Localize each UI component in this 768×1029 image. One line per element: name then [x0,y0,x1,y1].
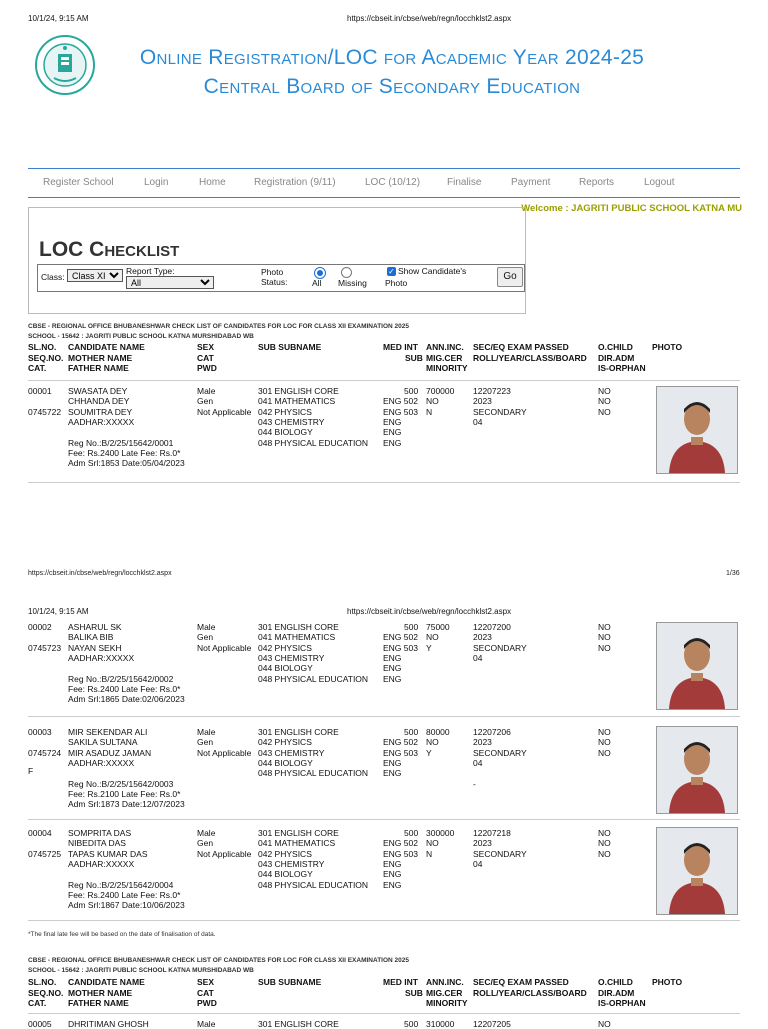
admission-serial: Adm Srl:1873 Date:12/07/2023 [68,799,185,810]
print-datetime-2: 10/1/24, 9:15 AM [28,607,89,616]
pwd: Not Applicable [197,848,252,859]
subject: 044 BIOLOGY [258,869,313,880]
only-child: NO [598,848,611,859]
secondary-exam: 12207200 [473,622,511,632]
subject: 301 ENGLISH CORE [258,1019,339,1029]
subject: 044 BIOLOGY [258,757,313,768]
subject: 042 PHYSICS [258,737,312,748]
father-name: SOUMITRA DEY [68,406,133,417]
report-caption-2: CBSE - REGIONAL OFFICE BHUBANESHWAR CHECK LIST OF CANDIDATES FOR LOC FOR CLASS XII EXAMINATION 2025 [28,957,409,964]
column-header-c3: SEX [197,977,215,987]
father-name: TAPAS KUMAR DAS [68,848,148,859]
column-header-c5: MED INT [383,977,418,987]
only-child: NO [598,828,611,838]
only-child: NO [598,747,611,758]
serial-number: 00001 [28,386,52,396]
main-nav [28,168,740,198]
sex: Male [197,1019,216,1029]
pwd: Not Applicable [197,642,252,653]
column-header-c3: CAT [197,352,214,363]
sex: Male [197,727,216,737]
medium: ENG [383,673,402,684]
annual-income: 700000 [426,386,455,396]
subject: 048 PHYSICAL EDUCATION [258,437,369,448]
sex: Male [197,828,216,838]
aadhar: AADHAR:XXXXX [68,757,135,768]
registration-number: Reg No.:B/2/25/15642/0002 [68,673,174,684]
serial-number: 00003 [28,727,52,737]
nav-registration[interactable]: Registration (9/11) [254,177,336,188]
only-child: NO [598,406,611,417]
column-header-c3: PWD [197,998,217,1008]
report-type-label: Report Type: [126,266,175,276]
loc-checklist-panel [28,207,526,314]
sequence-number: 0745722 [28,406,62,417]
show-photo-checkbox[interactable]: ✓ [388,267,395,276]
column-header-c8: O.CHILD [598,977,633,987]
cbse-logo [34,34,96,96]
divider [28,819,740,820]
nav-register-school[interactable]: Register School [43,177,114,188]
footnote: *The final late fee will be based on the date of finalisation of data. [28,931,216,938]
subject: 044 BIOLOGY [258,427,313,438]
annual-income: 75000 [426,622,450,632]
column-header-c3: SEX [197,342,215,352]
medium: ENG 503 [383,642,418,653]
aadhar: AADHAR:XXXXX [68,858,135,869]
only-child: NO [598,632,611,643]
print-datetime: 10/1/24, 9:15 AM [28,14,89,23]
secondary-exam: 04 [473,416,483,427]
column-header-c6: ANN.INC. [426,977,464,987]
annual-income: 80000 [426,727,450,737]
subject: 048 PHYSICAL EDUCATION [258,879,369,890]
mother-name: SAKILA SULTANA [68,737,138,748]
candidate-photo [656,622,738,710]
column-header-c9: PHOTO [652,342,683,352]
loc-title: LOC Checklist [39,238,180,261]
mother-name: BALIKA BIB [68,632,114,643]
medium: ENG [383,869,402,880]
photo-missing-radio[interactable] [341,267,352,278]
father-name: NAYAN SEKH [68,642,122,653]
annual-income: Y [426,642,432,653]
divider [28,482,740,483]
medium: ENG [383,663,402,674]
column-header-c3: CAT [197,987,214,998]
medium: 500 [404,622,419,632]
secondary-exam: SECONDARY [473,406,527,417]
subject: 301 ENGLISH CORE [258,622,339,632]
mother-name: CHHANDA DEY [68,396,130,407]
medium: ENG 502 [383,737,418,748]
category-code: F [28,766,34,777]
subject: 301 ENGLISH CORE [258,727,339,737]
column-header-c8: IS-ORPHAN [598,363,646,373]
only-child: NO [598,1019,611,1029]
medium: ENG [383,768,402,779]
photo-status-label-2: Status: [261,277,288,287]
annual-income: NO [426,396,439,407]
report-type-select[interactable] [126,276,214,289]
report-type-select-wrap [126,276,214,289]
candidate-photo [656,386,738,474]
medium: ENG [383,437,402,448]
pwd: Not Applicable [197,747,252,758]
divider [28,920,740,921]
column-header-c9: PHOTO [652,977,683,987]
only-child: NO [598,838,611,849]
subject: 042 PHYSICS [258,848,312,859]
medium: ENG 502 [383,632,418,643]
column-header-c6: MIG.CER [426,987,463,998]
nav-logout[interactable]: Logout [644,177,675,188]
column-header-c1: SEQ.NO. [28,352,64,363]
admission-serial: Adm Srl:1853 Date:05/04/2023 [68,458,185,469]
medium: ENG [383,652,402,663]
column-header-c3: PWD [197,363,217,373]
only-child: NO [598,396,611,407]
annual-income: N [426,406,433,417]
medium: ENG 502 [383,396,418,407]
report-school-2: SCHOOL - 15642 : JAGRITI PUBLIC SCHOOL KATNA MURSHIDABAD WB [28,967,254,974]
medium: ENG [383,858,402,869]
column-header-c7: SEC/EQ EXAM PASSED [473,342,569,352]
sex: Male [197,386,216,396]
nav-login[interactable]: Login [144,177,169,188]
column-header-c1: SEQ.NO. [28,987,64,998]
class-select-wrap [67,269,123,282]
registration-number: Reg No.:B/2/25/15642/0003 [68,778,174,789]
secondary-exam: 12207223 [473,386,511,396]
column-header-c8: DIR.ADM [598,987,635,998]
annual-income: 310000 [426,1019,455,1029]
column-header-c2: CANDIDATE NAME [68,977,145,987]
only-child: NO [598,622,611,632]
secondary-exam: 2023 [473,838,492,849]
column-header-c5: SUB [405,352,423,363]
subject: 042 PHYSICS [258,642,312,653]
medium: ENG [383,416,402,427]
annual-income: NO [426,737,439,748]
sequence-number: 0745724 [28,747,62,758]
column-header-c5: SUB [405,987,423,998]
candidate-photo [656,726,738,814]
secondary-exam: 2023 [473,632,492,643]
column-header-c4: SUB SUBNAME [258,342,322,352]
medium: 500 [404,386,419,396]
column-header-c1: CAT. [28,363,47,373]
photo-status-label-1: Photo [261,267,284,277]
class-select[interactable] [67,269,123,282]
column-header-c2: CANDIDATE NAME [68,342,145,352]
subject: 041 MATHEMATICS [258,396,336,407]
subject: 301 ENGLISH CORE [258,386,339,396]
go-button[interactable]: Go [497,267,523,287]
header-title-line1: Online Registration/LOC for Academic Year 2024-25 [139,46,645,69]
column-header-c1: CAT. [28,998,47,1008]
divider [28,716,740,717]
nav-home[interactable]: Home [199,177,226,188]
subject: 301 ENGLISH CORE [258,828,339,838]
show-photo-label-2: Photo [385,278,408,288]
sex: Male [197,622,216,632]
column-header-c2: FATHER NAME [68,998,129,1008]
secondary-exam: 12207205 [473,1019,511,1029]
only-child: NO [598,386,611,396]
subject: 042 PHYSICS [258,406,312,417]
aadhar: AADHAR:XXXXX [68,416,135,427]
photo-missing-label: Missing [338,278,367,288]
fee: Fee: Rs.2400 Late Fee: Rs.0* [68,683,181,694]
admission-serial: Adm Srl:1865 Date:02/06/2023 [68,694,185,705]
nav-payment[interactable]: Payment [511,177,551,188]
column-header-c1: SL.NO. [28,342,57,352]
sequence-number: 0745723 [28,642,62,653]
sequence-number: 0745725 [28,848,62,859]
annual-income: N [426,848,433,859]
show-photo-label-1: Show Candidate's [398,266,467,276]
welcome-text: Welcome : JAGRITI PUBLIC SCHOOL KATNA MU [521,203,742,214]
column-header-c5: MED INT [383,342,418,352]
subject: 043 CHEMISTRY [258,858,325,869]
fee: Fee: Rs.2100 Late Fee: Rs.0* [68,788,181,799]
annual-income: NO [426,632,439,643]
category: Gen [197,737,214,748]
medium: ENG 503 [383,848,418,859]
only-child: NO [598,642,611,653]
column-header-c8: DIR.ADM [598,352,635,363]
filter-bar [37,264,525,292]
medium: ENG 503 [383,406,418,417]
subject: 048 PHYSICAL EDUCATION [258,768,369,779]
column-header-c6: MINORITY [426,363,468,373]
secondary-exam: SECONDARY [473,848,527,859]
candidate-name: SOMPRITA DAS [68,828,132,838]
print-url: https://cbseit.in/cbse/web/regn/locchklst2.aspx [347,14,512,23]
candidate-name: MIR SEKENDAR ALI [68,727,148,737]
nav-reports[interactable]: Reports [579,177,615,188]
column-header-c7: SEC/EQ EXAM PASSED [473,977,569,987]
column-header-c2: FATHER NAME [68,363,129,373]
person-icon [657,828,737,914]
annual-income: Y [426,747,432,758]
column-header-c2: MOTHER NAME [68,352,133,363]
medium: ENG [383,757,402,768]
photo-all-label: All [312,278,322,288]
annual-income: 300000 [426,828,455,838]
subject: 043 CHEMISTRY [258,416,325,427]
radio-dot-icon [317,270,323,276]
person-icon [657,387,737,473]
secondary-exam: SECONDARY [473,642,527,653]
candidate-photo [656,827,738,915]
header-title-line2: Central Board of Secondary Education [203,75,581,98]
secondary-exam: SECONDARY [473,747,527,758]
serial-number: 00005 [28,1019,52,1029]
mother-name: NIBEDITA DAS [68,838,126,849]
secondary-exam: 12207218 [473,828,511,838]
nav-finalise[interactable]: Finalise [447,177,482,188]
medium: ENG [383,427,402,438]
column-header-c8: O.CHILD [598,342,633,352]
class-label: Class: [41,272,65,282]
nav-loc[interactable]: LOC (10/12) [365,177,421,188]
person-icon [657,623,737,709]
subject: 043 CHEMISTRY [258,747,325,758]
secondary-extra: - [473,778,476,789]
secondary-exam: 2023 [473,396,492,407]
column-header-c8: IS-ORPHAN [598,998,646,1008]
subject: 041 MATHEMATICS [258,838,336,849]
aadhar: AADHAR:XXXXX [68,652,135,663]
print-url-2: https://cbseit.in/cbse/web/regn/locchklst2.aspx [347,607,512,616]
medium: ENG [383,879,402,890]
column-header-c1: SL.NO. [28,977,57,987]
medium: 500 [404,727,419,737]
only-child: NO [598,737,611,748]
column-header-c2: MOTHER NAME [68,987,133,998]
report-caption: CBSE - REGIONAL OFFICE BHUBANESHWAR CHECK LIST OF CANDIDATES FOR LOC FOR CLASS XII EXAMINATION 2025 [28,323,409,330]
serial-number: 00002 [28,622,52,632]
secondary-exam: 04 [473,757,483,768]
column-header-c7: ROLL/YEAR/CLASS/BOARD [473,987,587,998]
category: Gen [197,838,214,849]
subject: 044 BIOLOGY [258,663,313,674]
registration-number: Reg No.:B/2/25/15642/0004 [68,879,174,890]
page-footer-url: https://cbseit.in/cbse/web/regn/locchklst2.aspx [28,570,172,577]
fee: Fee: Rs.2400 Late Fee: Rs.0* [68,447,181,458]
report-school: SCHOOL - 15642 : JAGRITI PUBLIC SCHOOL KATNA MURSHIDABAD WB [28,333,254,340]
father-name: MIR ASADUZ JAMAN [68,747,152,758]
column-header-c6: MINORITY [426,998,468,1008]
candidate-name: ASHARUL SK [68,622,122,632]
medium: ENG 502 [383,838,418,849]
medium: 500 [404,828,419,838]
column-header-c4: SUB SUBNAME [258,977,322,987]
only-child: NO [598,727,611,737]
category: Gen [197,632,214,643]
fee: Fee: Rs.2400 Late Fee: Rs.0* [68,889,181,900]
column-header-c6: MIG.CER [426,352,463,363]
serial-number: 00004 [28,828,52,838]
registration-number: Reg No.:B/2/25/15642/0001 [68,437,174,448]
medium: ENG 503 [383,747,418,758]
secondary-exam: 04 [473,858,483,869]
candidate-name: DHRITIMAN GHOSH [68,1019,149,1029]
divider [28,380,740,381]
column-header-c7: ROLL/YEAR/CLASS/BOARD [473,352,587,363]
category: Gen [197,396,214,407]
divider [28,1013,740,1014]
admission-serial: Adm Srl:1867 Date:10/06/2023 [68,900,185,911]
subject: 048 PHYSICAL EDUCATION [258,673,369,684]
pwd: Not Applicable [197,406,252,417]
column-header-c6: ANN.INC. [426,342,464,352]
secondary-exam: 04 [473,652,483,663]
candidate-name: SWASATA DEY [68,386,128,396]
page-footer-number: 1/36 [726,570,740,577]
subject: 043 CHEMISTRY [258,652,325,663]
subject: 041 MATHEMATICS [258,632,336,643]
medium: 500 [404,1019,419,1029]
annual-income: NO [426,838,439,849]
secondary-exam: 12207206 [473,727,511,737]
secondary-exam: 2023 [473,737,492,748]
person-icon [657,727,737,813]
